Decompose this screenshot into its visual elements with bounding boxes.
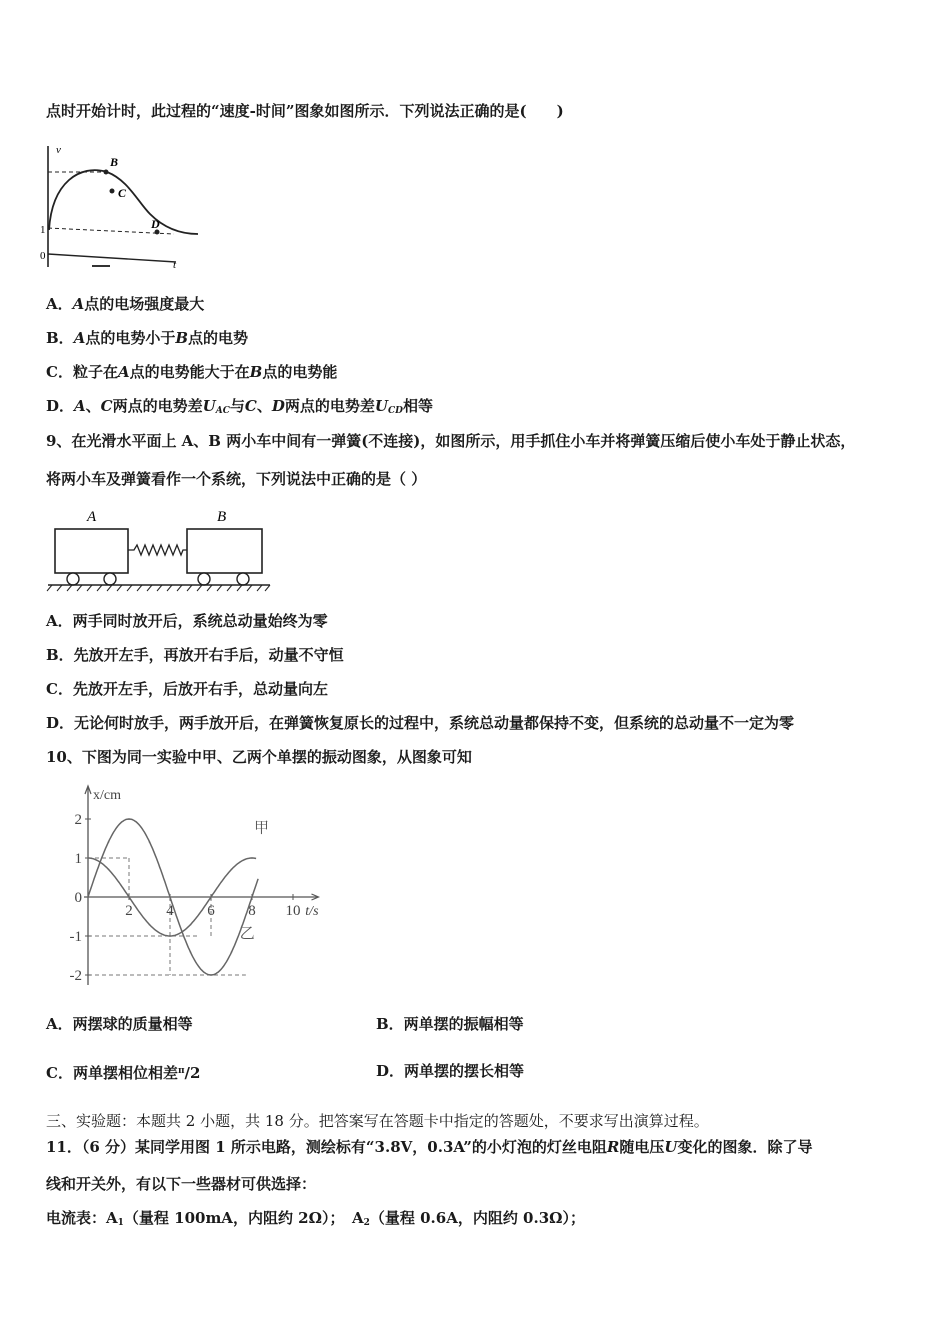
series-label-jia: 甲 (254, 820, 270, 837)
label-b: B (110, 155, 119, 169)
series-point-yi (128, 896, 130, 898)
q10-option-b[interactable]: B．两单摆的振幅相等 (376, 1015, 524, 1033)
q11-line1: 11．（6 分）某同学用图 1 所示电路，测绘标有“3.8V，0.3A”的小灯泡的灯丝电阻R随电压U变化的图象．除了导 (46, 1138, 813, 1156)
q9-option-c[interactable]: C．先放开左手，后放开右手，总动量向左 (46, 680, 328, 698)
y-tick-label: 2 (74, 812, 82, 828)
label-v: v (56, 144, 61, 156)
y-tick-label: -2 (69, 968, 82, 984)
x-tick-label: 10 (285, 903, 301, 919)
q8-option-c[interactable]: C．粒子在A点的电势能大于在B点的电势能 (46, 363, 338, 381)
x-axis-label: t/s (305, 904, 319, 919)
q10-stem: 10、下图为同一实验中甲、乙两个单摆的振动图象，从图象可知 (46, 748, 472, 766)
wheel-a1 (67, 573, 79, 585)
q9-stem-line2: 将两小车及弹簧看作一个系统，下列说法中正确的是（ ） (46, 470, 427, 488)
y-tick-label: 1 (74, 851, 82, 867)
x-tick-label: 8 (248, 903, 256, 919)
q9-stem-line1: 9、在光滑水平面上 A、B 两小车中间有一弹簧(不连接)，如图所示，用手抓住小车并将弹簧压缩后使小车处于静止状态， (46, 432, 856, 450)
cart-a-body (55, 529, 128, 573)
series-point-yi (190, 924, 192, 926)
x-tick-label: 4 (166, 903, 174, 919)
q9-option-a[interactable]: A．两手同时放开后，系统总动量始终为零 (46, 612, 328, 630)
t-axis (48, 254, 176, 262)
label-cart-a: A (87, 509, 97, 525)
cart-b-body (187, 529, 262, 573)
series-point-yi (210, 896, 212, 898)
label-c: C (118, 186, 127, 200)
q10-oscillation-chart (46, 782, 346, 992)
wheel-a2 (104, 573, 116, 585)
wheel-b1 (198, 573, 210, 585)
q8-intro: 点时开始计时，此过程的“速度-时间”图象如图所示．下列说法正确的是( ) (46, 102, 564, 120)
series-point-jia (210, 974, 212, 976)
series-point-jia (108, 841, 110, 843)
q9-option-d[interactable]: D．无论何时放手，两手放开后，在弹簧恢复原长的过程中，系统总动量都保持不变，但系统的总动量不一定为零 (46, 714, 795, 732)
label-t: t (173, 259, 177, 271)
x-tick-label: 2 (125, 903, 133, 919)
series-point-yi (149, 924, 151, 926)
q11-line2: 线和开关外，有以下一些器材可供选择： (46, 1175, 317, 1193)
q8-vt-graph (40, 142, 200, 272)
q9-carts-figure (46, 505, 276, 591)
label-cart-b: B (217, 509, 227, 525)
q8-option-d[interactable]: D．A、C两点的电势差$U_{AC}$与C、D两点的电势差$U_{CD}$相等 (46, 397, 433, 416)
y-tick-label: -1 (69, 929, 82, 945)
q11-line3: 电流表：$A_1$（量程 100mA，内阻约 2Ω）； $A_2$（量程 0.6A，内阻约 0.3Ω）； (46, 1209, 586, 1228)
point-c-dot (110, 189, 115, 194)
vt-curve (49, 170, 198, 234)
series-point-yi (169, 935, 171, 937)
label-v0: 1 (40, 224, 46, 236)
y-axis-label: x/cm (93, 788, 121, 803)
q8-option-a[interactable]: A．A点的电场强度最大 (46, 295, 205, 313)
x-tick-label: 6 (207, 903, 215, 919)
series-label-yi: 乙 (239, 925, 255, 942)
series-point-jia (251, 896, 253, 898)
series-point-jia (169, 896, 171, 898)
q9-option-b[interactable]: B．先放开左手，再放开右手后，动量不守恒 (46, 646, 344, 664)
series-point-jia (231, 951, 233, 953)
series-point-jia (149, 841, 151, 843)
series-point-jia (87, 896, 89, 898)
series-point-yi (87, 857, 89, 859)
series-point-jia (190, 951, 192, 953)
q10-option-c[interactable]: C．两单摆相位相差$^\pi$/2 (46, 1064, 201, 1082)
series-point-yi (108, 869, 110, 871)
wheel-b2 (237, 573, 249, 585)
ground-hatching (47, 585, 270, 591)
series-point-jia (128, 818, 130, 820)
y-tick-label: 0 (74, 890, 82, 906)
series-point-yi (231, 869, 233, 871)
point-b-dot (104, 170, 109, 175)
section3-heading: 三、实验题：本题共 2 小题，共 18 分。把答案写在答题卡中指定的答题处，不要求写出演算过程。 (46, 1112, 709, 1130)
label-d: D (151, 217, 160, 231)
q10-option-d[interactable]: D．两单摆的摆长相等 (376, 1062, 525, 1080)
spring-icon (128, 545, 187, 555)
q10-option-a[interactable]: A．两摆球的质量相等 (46, 1015, 193, 1033)
q8-option-b[interactable]: B．A点的电势小于B点的电势 (46, 329, 249, 347)
series-point-yi (251, 857, 253, 859)
label-origin: 0 (40, 250, 46, 262)
